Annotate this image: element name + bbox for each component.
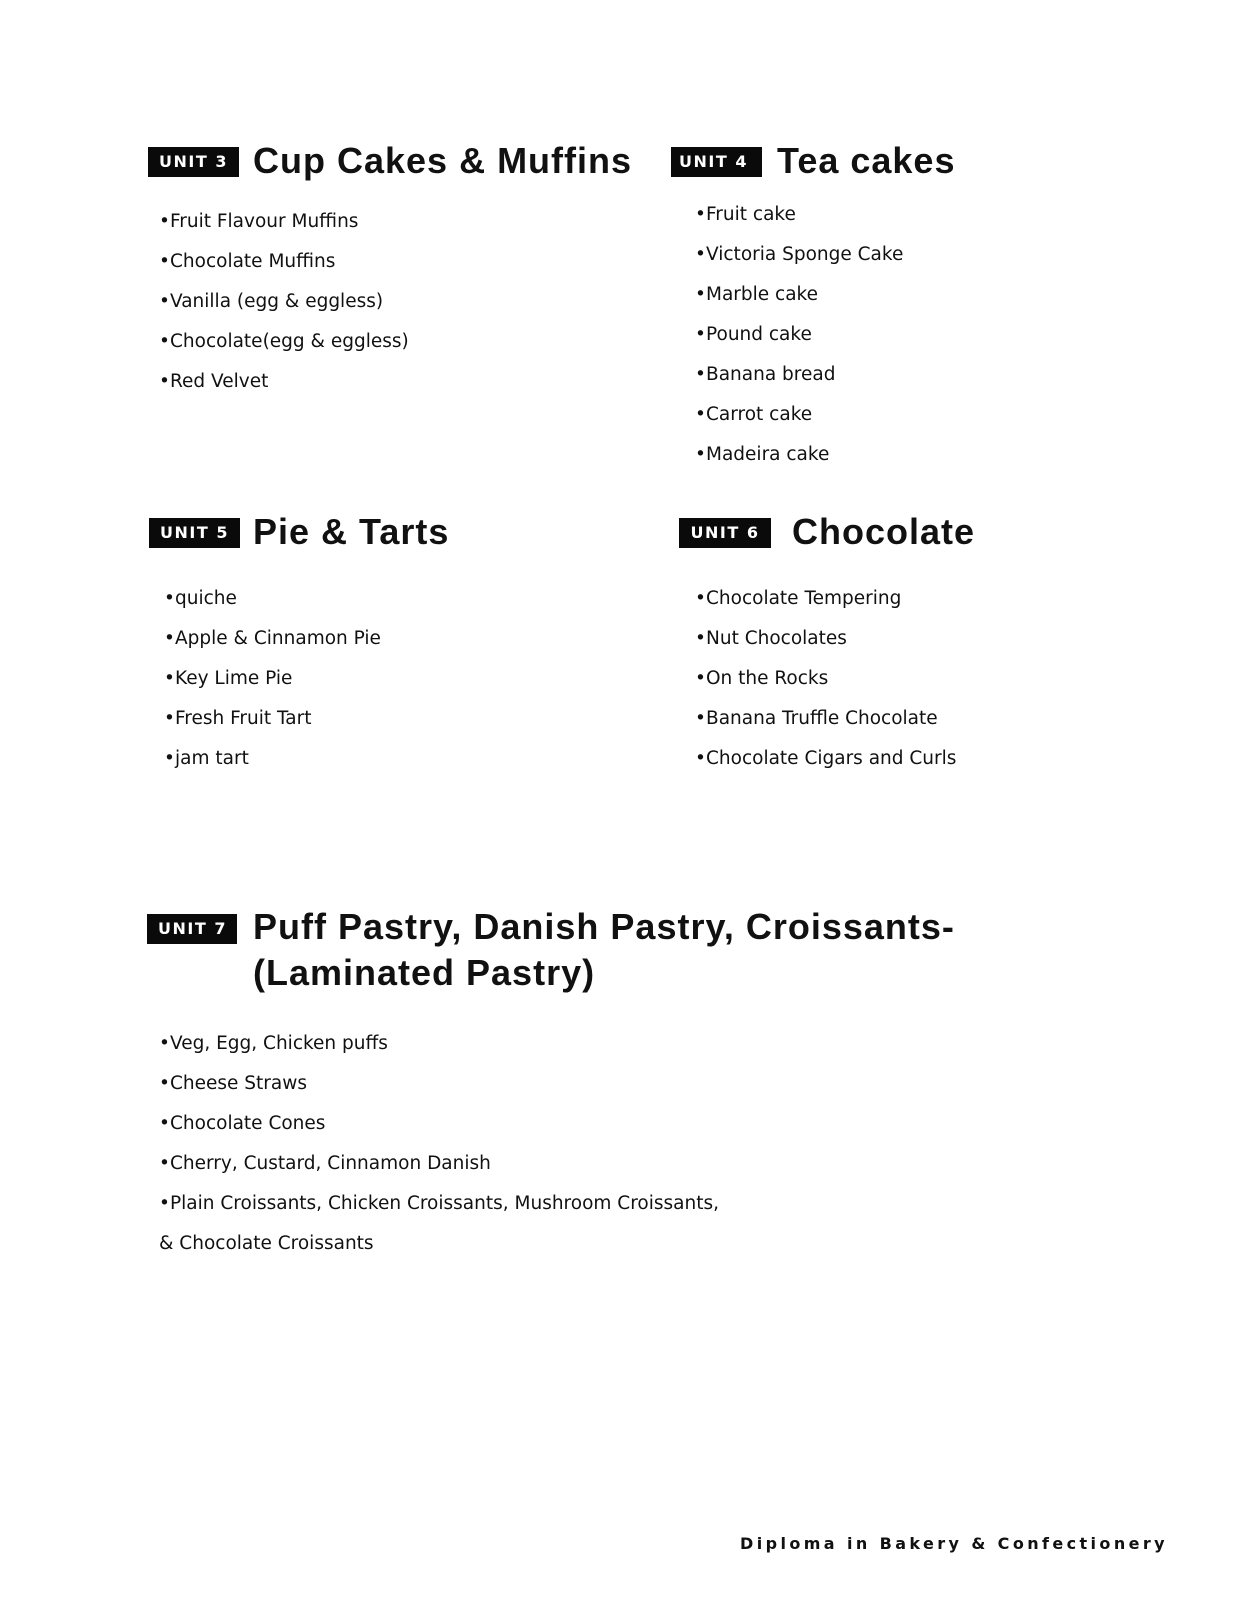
list-item-text: Chocolate Cigars and Curls	[706, 748, 957, 769]
bullet: •	[159, 251, 170, 272]
bullet: •	[695, 204, 706, 225]
list-item-text: Fruit cake	[706, 204, 796, 225]
footer-course-name: Diploma in Bakery & Confectionery	[740, 1534, 1168, 1553]
list-item-text: Chocolate Cones	[170, 1113, 326, 1134]
unit-7-title-line-2: (Laminated Pastry)	[253, 952, 596, 993]
bullet: •	[164, 588, 175, 609]
list-item	[159, 322, 409, 362]
unit-4-item-list	[695, 195, 903, 475]
unit-7-item-list	[159, 1024, 719, 1264]
list-item	[164, 659, 381, 699]
list-item-continuation: & Chocolate Croissants	[159, 1233, 374, 1254]
list-item	[159, 1144, 719, 1184]
bullet: •	[159, 371, 170, 392]
list-item-text: Marble cake	[706, 284, 818, 305]
unit-4-title: Tea cakes	[777, 140, 956, 181]
unit-6-title: Chocolate	[792, 511, 976, 552]
list-item-text: Pound cake	[706, 324, 812, 345]
list-item	[164, 699, 381, 739]
list-item	[695, 739, 956, 779]
list-item	[164, 619, 381, 659]
list-item	[159, 202, 409, 242]
list-item-text: Banana bread	[706, 364, 836, 385]
bullet: •	[159, 1073, 170, 1094]
bullet: •	[159, 211, 170, 232]
list-item	[159, 282, 409, 322]
unit-7-badge: UNIT 7	[147, 914, 237, 944]
bullet: •	[695, 244, 706, 265]
list-item	[695, 435, 903, 475]
list-item-text: Fruit Flavour Muffins	[170, 211, 359, 232]
list-item-text: Vanilla (egg & eggless)	[170, 291, 384, 312]
list-item-text: Chocolate(egg & eggless)	[170, 331, 409, 352]
list-item	[695, 579, 956, 619]
bullet: •	[695, 284, 706, 305]
list-item-text: Chocolate Tempering	[706, 588, 902, 609]
list-item-text: Carrot cake	[706, 404, 813, 425]
list-item	[695, 395, 903, 435]
unit-5-title: Pie & Tarts	[253, 511, 450, 552]
bullet: •	[164, 668, 175, 689]
list-item-text: Red Velvet	[170, 371, 269, 392]
list-item-text: Nut Chocolates	[706, 628, 847, 649]
list-item-text: Cherry, Custard, Cinnamon Danish	[170, 1153, 491, 1174]
list-item	[695, 699, 956, 739]
list-item-text: Veg, Egg, Chicken puffs	[170, 1033, 388, 1054]
bullet: •	[159, 331, 170, 352]
bullet: •	[159, 1153, 170, 1174]
bullet: •	[164, 628, 175, 649]
list-item-text: jam tart	[175, 748, 249, 769]
unit-3-title: Cup Cakes & Muffins	[253, 140, 633, 181]
list-item-text: Madeira cake	[706, 444, 830, 465]
bullet: •	[159, 1113, 170, 1134]
list-item	[159, 1024, 719, 1064]
bullet: •	[695, 588, 706, 609]
bullet: •	[695, 668, 706, 689]
unit-7-title-line-1: Puff Pastry, Danish Pastry, Croissants-	[253, 906, 955, 947]
bullet: •	[695, 748, 706, 769]
list-item-text: Chocolate Muffins	[170, 251, 336, 272]
list-item	[159, 1064, 719, 1104]
bullet: •	[695, 444, 706, 465]
list-item	[159, 362, 409, 402]
list-item-text: Apple & Cinnamon Pie	[175, 628, 381, 649]
list-item-text: Plain Croissants, Chicken Croissants, Mushroom Croissants,	[170, 1193, 719, 1214]
list-item	[695, 659, 956, 699]
bullet: •	[695, 404, 706, 425]
list-item	[164, 579, 381, 619]
list-item-text: Key Lime Pie	[175, 668, 293, 689]
list-item-text: Victoria Sponge Cake	[706, 244, 904, 265]
unit-5-item-list	[164, 579, 381, 779]
bullet: •	[159, 1033, 170, 1054]
unit-5-badge: UNIT 5	[149, 518, 240, 548]
list-item	[695, 355, 903, 395]
list-item-text: Banana Truffle Chocolate	[706, 708, 938, 729]
unit-4-badge: UNIT 4	[671, 147, 762, 177]
list-item-text: Cheese Straws	[170, 1073, 308, 1094]
unit-3-badge: UNIT 3	[148, 147, 239, 177]
bullet: •	[695, 364, 706, 385]
list-item	[695, 195, 903, 235]
bullet: •	[695, 628, 706, 649]
list-item-text: On the Rocks	[706, 668, 829, 689]
list-item	[159, 242, 409, 282]
list-item	[159, 1184, 719, 1224]
unit-6-item-list	[695, 579, 956, 779]
bullet: •	[695, 324, 706, 345]
bullet: •	[159, 291, 170, 312]
unit-3-item-list	[159, 202, 409, 402]
list-item-text: Fresh Fruit Tart	[175, 708, 312, 729]
bullet: •	[159, 1193, 170, 1214]
unit-6-badge: UNIT 6	[679, 518, 771, 548]
bullet: •	[164, 748, 175, 769]
list-item	[695, 619, 956, 659]
list-item	[695, 315, 903, 355]
list-item	[159, 1104, 719, 1144]
list-item	[695, 275, 903, 315]
list-item	[164, 739, 381, 779]
bullet: •	[695, 708, 706, 729]
list-item	[695, 235, 903, 275]
list-item-text: quiche	[175, 588, 237, 609]
bullet: •	[164, 708, 175, 729]
